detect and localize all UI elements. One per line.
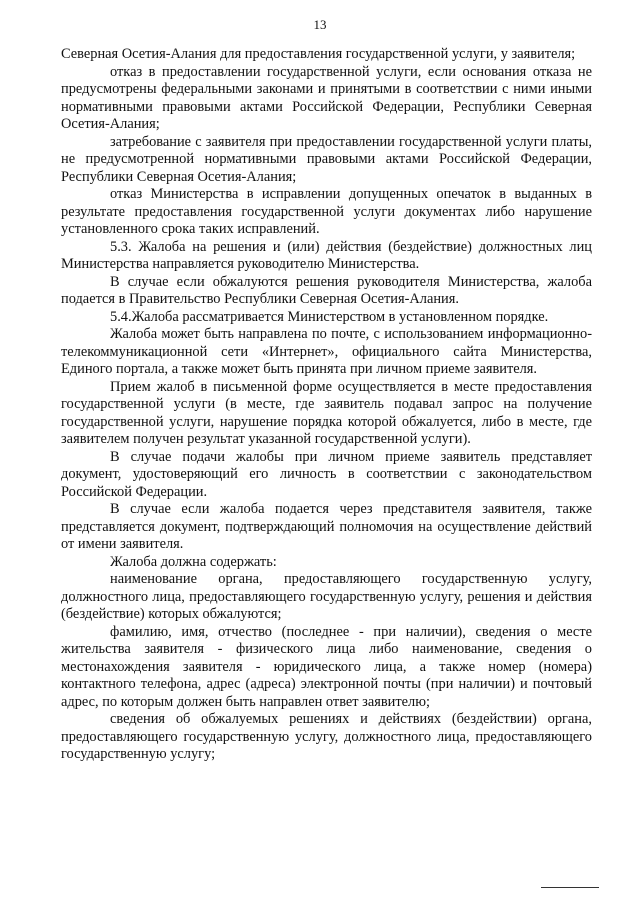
paragraph: Жалоба должна содержать: xyxy=(110,553,277,570)
paragraph: затребование с заявителя при предоставлении государственной услуги платы, не предусмотренной нормативными правовыми актами Российской Федерации, Республики Северная Осетия-Алания; xyxy=(61,133,592,185)
paragraph: В случае если жалоба подается через представителя заявителя, также представляется документ, подтверждающий полномочия на осуществление действий от имени заявителя. xyxy=(61,501,592,552)
paragraph: 5.4.Жалоба рассматривается Министерством в установленном порядке. xyxy=(110,308,549,325)
paragraph: Северная Осетия-Алания для предоставления государственной услуги, у заявителя; xyxy=(61,46,576,62)
paragraph: 5.3. Жалоба на решения и (или) действия (бездействие) должностных лиц Министерства направляется руководителю Министерства. xyxy=(61,238,592,272)
paragraph: В случае подачи жалобы при личном приеме заявитель представляет документ, удостоверяющий его личность в соответствии с законодательством Российской Федерации. xyxy=(61,448,592,500)
paragraph: отказ Министерства в исправлении допущенных опечаток в выданных в результате предоставления государственной услуги документах либо нарушение установленного срока таких исправлений. xyxy=(61,186,592,237)
paragraph: отказ в предоставлении государственной услуги, если основания отказа не предусмотрены федеральными законами и принятыми в соответствии с ними иными нормативными правовыми актами Российской Федерации, Республики Северная Осетия-Алания; xyxy=(61,63,592,132)
paragraph: В случае если обжалуются решения руководителя Министерства, жалоба подается в Правительство Республики Северная Осетия-Алания. xyxy=(61,273,592,307)
page-number: 13 xyxy=(313,17,327,32)
document-body xyxy=(61,46,592,764)
footer-divider xyxy=(541,887,599,888)
paragraph: наименование органа, предоставляющего государственную услугу, должностного лица, предоставляющего государственную услугу, решения и действия (бездействие) которых обжалуются; xyxy=(61,571,592,622)
paragraph: сведения об обжалуемых решениях и действиях (бездействии) органа, предоставляющего государственную услугу, должностного лица, предоставляющего государственную услугу; xyxy=(61,711,592,762)
paragraph: Прием жалоб в письменной форме осуществляется в месте предоставления государственной услуги (в месте, где заявитель подавал запрос на получение государственной услуги, нарушение порядка которой обжалуется, либо в месте, где заявителем получен результат указанной государственной услуги). xyxy=(61,378,592,447)
paragraph: Жалоба может быть направлена по почте, с использованием информационно-телекоммуникационной сети «Интернет», официального сайта Министерства, Единого портала, а также может быть принята при личном приеме заявителя. xyxy=(61,326,592,377)
paragraph: фамилию, имя, отчество (последнее - при наличии), сведения о месте жительства заявителя - физического лица либо наименование, сведения о местонахождения заявителя - юридического лица, а также номер (номера) контактного телефона, адрес (адреса) электронной почты (при наличии) и почтовый адрес, по которым должен быть направлен ответ заявителю; xyxy=(61,623,592,710)
